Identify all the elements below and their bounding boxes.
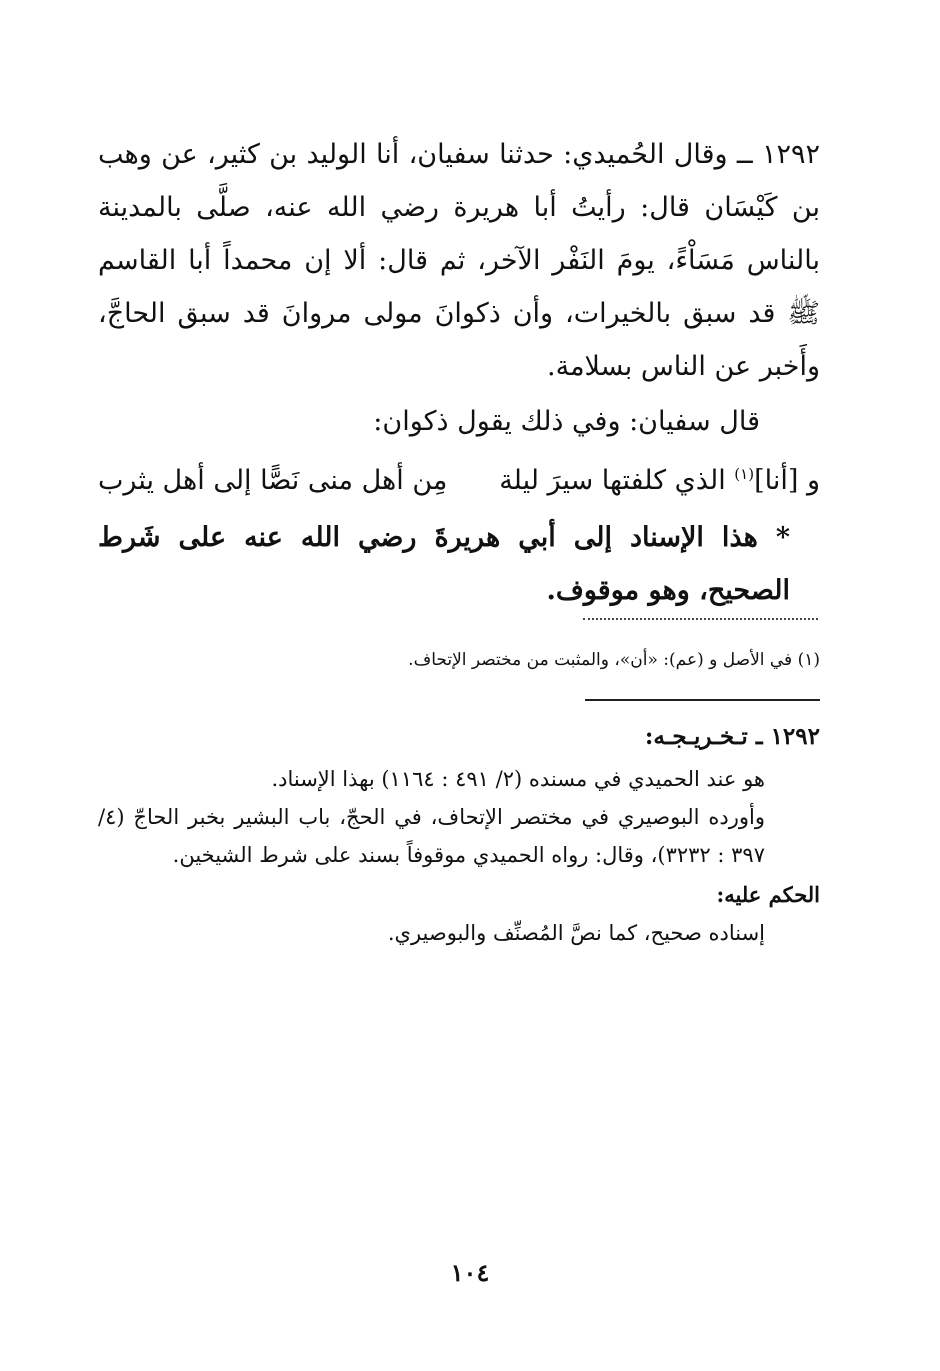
verse-first-hemistich bbox=[499, 454, 820, 507]
verdict-paragraph: * هذا الإسناد إلى أبي هريرةَ رضي الله عنه على شَرط الصحيح، وهو موقوف. bbox=[98, 522, 790, 606]
takhrij-section bbox=[98, 718, 820, 952]
verse-second-hemistich: مِن أهل منى نَصًّا إلى أهل يثرب bbox=[98, 465, 448, 496]
section-divider bbox=[585, 699, 820, 701]
sufyan-statement: قال سفيان: وفي ذلك يقول ذكوان: bbox=[373, 406, 760, 437]
hukm-heading: الحكم عليه: bbox=[716, 882, 820, 907]
takhrij-line-2: وأورده البوصيري في مختصر الإتحاف، في الحجّ، باب البشير بخبر الحاجّ (٤/ ٣٩٧ : ٣٢٣٢)، وقال: رواه الحميدي موقوفاً بسند على شرط الشيخين. bbox=[98, 805, 765, 867]
verse-first-part-a: و [أنا] bbox=[754, 465, 820, 496]
page-number: ١٠٤ bbox=[450, 1258, 490, 1287]
hukm-text: إسناده صحيح، كما نصَّ المُصنِّف والبوصيري. bbox=[387, 921, 765, 945]
takhrij-heading: ١٢٩٢ ـ تـخـريـجـه: bbox=[644, 723, 820, 750]
footnote-marker: (١) bbox=[734, 465, 755, 483]
hadith-paragraph: ١٢٩٢ ــ وقال الحُميدي: حدثنا سفيان، أنا الوليد بن كثير، عن وهب بن كَيْسَان قال: رأيتُ أبا هريرة رضي الله عنه، صلَّى بالمدينة بالناس مَسَاْءً، يومَ النَفْر الآخر، ثم قال: ألا إن محمداً أبا القاسم ﷺ قد سبق بالخيرات، وأن ذكوانَ مولى مروانَ قد سبق الحاجَّ، وأَخبر عن الناس بسلامة. bbox=[98, 139, 820, 382]
footnote-separator bbox=[583, 618, 818, 620]
footnote: (١) في الأصل و (عم): «أن»، والمثبت من مختصر الإتحاف. bbox=[408, 650, 820, 670]
takhrij-line-1: هو عند الحميدي في مسنده (٢/ ٤٩١ : ١١٦٤) بهذا الإسناد. bbox=[271, 767, 765, 791]
poem-verse bbox=[98, 454, 820, 507]
main-text bbox=[98, 128, 820, 617]
verse-first-part-b: الذي كلفتها سيرَ ليلة bbox=[499, 465, 735, 496]
